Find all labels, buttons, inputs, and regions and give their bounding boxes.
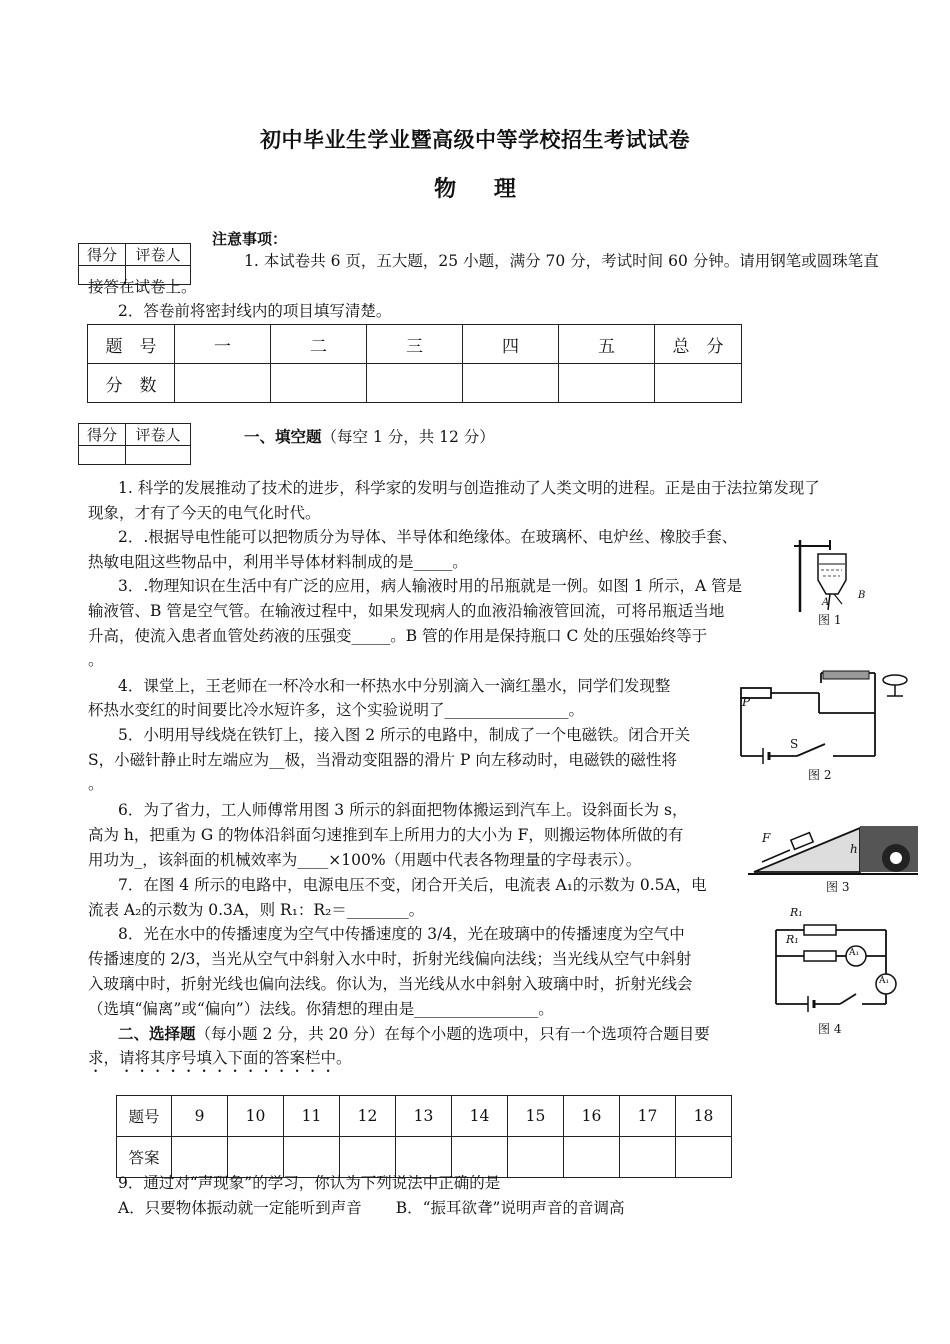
figure-1-label-a: A <box>822 597 830 608</box>
answer-number: 12 <box>340 1096 396 1137</box>
answer-number: 17 <box>620 1096 676 1137</box>
grader-score-label: 得分 <box>79 424 126 446</box>
figure-2-label-s: S <box>790 737 799 751</box>
score-input-cell[interactable] <box>559 364 655 403</box>
figure-4-caption: 图 4 <box>818 1022 842 1036</box>
score-header-cell: 四 <box>463 325 559 364</box>
q2-line-b: 热敏电阻这些物品中，利用半导体材料制成的是_____。 <box>88 553 468 571</box>
q6-line-b: 高为 h，把重为 G 的物体沿斜面匀速推到车上所用力的大小为 F，则搬运物体所做的有 <box>88 826 684 844</box>
section2-header <box>118 1021 898 1047</box>
q9-option-a: A．只要物体振动就一定能听到声音 <box>118 1199 362 1217</box>
answer-number: 18 <box>676 1096 732 1137</box>
grader-name-label: 评卷人 <box>126 244 191 266</box>
figure-1-label-b: B <box>858 590 866 601</box>
figure-4-label-ammeter-1: A₁ <box>849 948 860 958</box>
score-table <box>87 324 742 403</box>
section2-heading: 二、选择题 <box>118 1025 196 1043</box>
section2-note-b: 求，请将其序号填入下面的答案栏中。 <box>88 1049 352 1067</box>
q3-line-c: 升高，使流入患者血管处药液的压强变_____。B 管的作用是保持瓶口 C 处的压强始终等于 <box>88 627 708 645</box>
q9-option-b: B．“振耳欲聋”说明声音的音调高 <box>395 1199 625 1217</box>
q5-line-c: 。 <box>88 775 104 793</box>
grader-name-label: 评卷人 <box>126 424 191 446</box>
q3-line-d: 。 <box>88 651 104 669</box>
q8-line-b: 传播速度的 2/3，当光从空气中斜射入水中时，折射光线偏向法线；当光线从空气中斜射 <box>88 950 692 968</box>
answer-number: 10 <box>228 1096 284 1137</box>
exam-title: 初中毕业生学业暨高级中等学校招生考试试卷 <box>260 128 690 152</box>
q8-line-d: （选填“偏离”或“偏向”）法线。你猜想的理由是________________。 <box>88 1000 554 1018</box>
figure-4-circuit <box>768 910 918 1020</box>
answer-table <box>116 1095 732 1178</box>
score-input-cell[interactable] <box>271 364 367 403</box>
q1-line-b: 现象，才有了今天的电气化时代。 <box>88 504 321 522</box>
answer-number: 13 <box>396 1096 452 1137</box>
answer-number: 9 <box>172 1096 228 1137</box>
q3-line-b: 输液管、B 管是空气管。在输液过程中，如果发现病人的血液沿输液管回流，可将吊瓶适当地 <box>88 602 725 620</box>
figure-3-caption: 图 3 <box>826 880 850 894</box>
answer-header-label: 题号 <box>117 1096 172 1137</box>
answer-number: 14 <box>452 1096 508 1137</box>
q3-line-a: 3．.物理知识在生活中有广泛的应用，病人输液时用的吊瓶就是一例。如图 1 所示，A 管是 <box>118 577 743 595</box>
q1-line-a: 1. 科学的发展推动了技术的进步，科学家的发明与创造推动了人类文明的进程。正是由于法拉第发现了 <box>118 479 820 497</box>
figure-4-label-r1-top: R₁ <box>790 906 803 919</box>
q8-line-a: 8．光在水中的传播速度为空气中传播速度的 3/4，光在玻璃中的传播速度为空气中 <box>118 925 685 943</box>
score-header-cell: 五 <box>559 325 655 364</box>
section1-heading: 一、填空题 <box>244 428 322 446</box>
q9-options <box>118 1195 898 1221</box>
section1-note: （每空 1 分，共 12 分） <box>321 428 495 446</box>
notes-heading: 注意事项： <box>212 230 288 248</box>
q7-line-a: 7．在图 4 所示的电路中，电源电压不变，闭合开关后，电流表 A₁的示数为 0.5A，电 <box>118 876 707 894</box>
figure-3-label-h: h <box>850 842 858 856</box>
section1-header <box>244 425 495 447</box>
q6-line-c: 用功为_，该斜面的机械效率为____×100%（用题中代表各物理量的字母表示）。 <box>88 851 642 869</box>
figure-2-label-p: P <box>742 695 751 709</box>
q6-line-a: 6．为了省力，工人师傅常用图 3 所示的斜面把物体搬运到汽车上。设斜面长为 s， <box>118 801 688 819</box>
q2-line-a: 2．.根据导电性能可以把物质分为导体、半导体和绝缘体。在玻璃杯、电炉丝、橡胶手套、 <box>118 528 738 546</box>
grader-box-section1 <box>78 423 191 465</box>
score-header-cell: 一 <box>175 325 271 364</box>
score-row-label: 分 数 <box>88 364 175 403</box>
score-input-cell[interactable] <box>367 364 463 403</box>
figure-1-caption: 图 1 <box>818 613 842 627</box>
score-input-cell[interactable] <box>463 364 559 403</box>
score-header-cell: 二 <box>271 325 367 364</box>
notes-item-1a: 1. 本试卷共 6 页，五大题，25 小题，满分 70 分，考试时间 60 分钟。请用钢笔或圆珠笔直 <box>244 252 879 270</box>
figure-2-caption: 图 2 <box>808 768 832 782</box>
figure-4-label-r1-bottom: R₁ <box>786 933 799 946</box>
answer-number: 15 <box>508 1096 564 1137</box>
score-input-cell[interactable] <box>175 364 271 403</box>
answer-number: 16 <box>564 1096 620 1137</box>
answer-number: 11 <box>284 1096 340 1137</box>
section2-note-a: （每小题 2 分，共 20 分）在每个小题的选项中，只有一个选项符合题目要 <box>195 1025 710 1043</box>
figure-2-circuit <box>735 668 925 768</box>
grader-score-cell[interactable] <box>79 446 126 465</box>
q8-line-c: 入玻璃中时，折射光线也偏向法线。你认为，当光线从水中斜射入玻璃中时，折射光线会 <box>88 975 693 993</box>
q7-line-b: 流表 A₂的示数为 0.3A，则 R₁：R₂＝________。 <box>88 901 425 919</box>
q4-line-b: 杯热水变红的时间要比冷水短许多，这个实验说明了________________。 <box>88 701 585 719</box>
grader-score-label: 得分 <box>79 244 126 266</box>
q9-stem: 9．通过对“声现象”的学习，你认为下列说法中正确的是 <box>118 1174 501 1192</box>
q5-line-a: 5．小明用导线烧在铁钉上，接入图 2 所示的电路中，制成了一个电磁铁。闭合开关 <box>118 726 691 744</box>
notes-item-1b: 接答在试卷上。 <box>88 278 197 296</box>
score-header-cell: 题 号 <box>88 325 175 364</box>
q5-line-b: S，小磁针静止时左端应为__极，当滑动变阻器的滑片 P 向左移动时，电磁铁的磁性将 <box>88 751 677 769</box>
q4-line-a: 4．课堂上，王老师在一杯冷水和一杯热水中分别滴入一滴红墨水，同学们发现整 <box>118 677 671 695</box>
score-header-cell: 总 分 <box>655 325 742 364</box>
grader-name-cell[interactable] <box>126 446 191 465</box>
score-header-cell: 三 <box>367 325 463 364</box>
subject-title: 物 理 <box>434 177 516 202</box>
score-input-cell[interactable] <box>655 364 742 403</box>
answer-row-label: 答案 <box>117 1137 172 1178</box>
figure-3-label-f: F <box>762 831 771 845</box>
notes-item-2: 2．答卷前将密封线内的项目填写清楚。 <box>118 302 392 320</box>
figure-4-label-ammeter-2: A₁ <box>879 976 890 986</box>
